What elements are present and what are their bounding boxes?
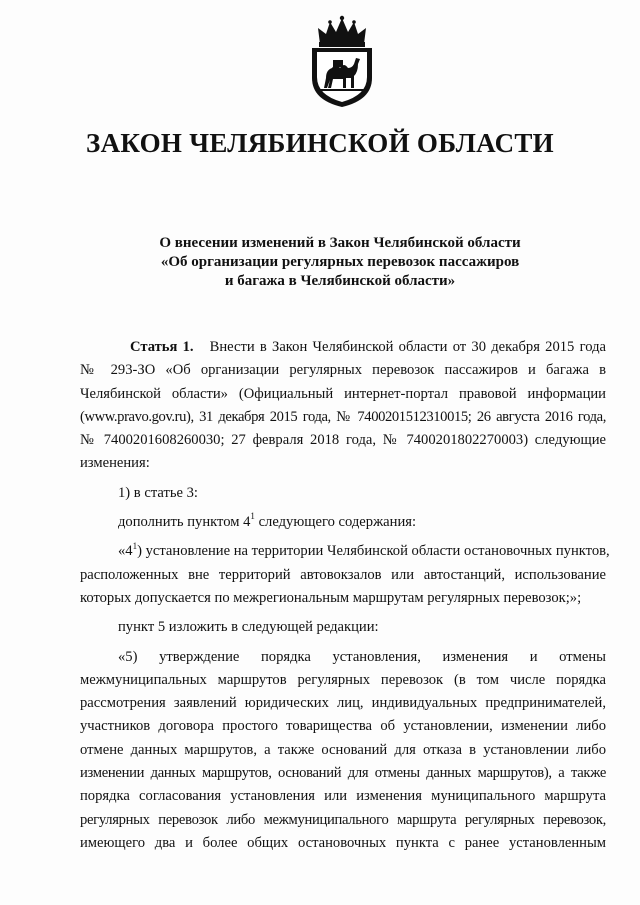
body-line xyxy=(118,511,606,534)
body-line: Челябинской области» (Официальный интернет-портал правовой информации xyxy=(80,385,606,402)
body-word: установления, xyxy=(332,648,421,665)
body-line: имеющего два и более общих остановочных пункта с ранее установленным xyxy=(80,834,606,851)
body-line: которых допускается по межрегиональным маршрутам регулярных перевозок;»; xyxy=(80,589,582,606)
body-line: пункт 5 изложить в следующей редакции: xyxy=(118,619,379,636)
article-label: Статья 1. xyxy=(130,339,194,355)
body-line xyxy=(118,336,606,359)
body-word: утверждение xyxy=(159,648,240,665)
law-subtitle xyxy=(120,234,560,291)
body-line: № 293-ЗО «Об организации регулярных перевозок пассажиров и багажа в xyxy=(80,362,606,379)
body-line: № 7400201608260030; 27 февраля 2018 года, № 7400201802270003) следующие xyxy=(80,432,606,449)
law-title: ЗАКОН ЧЕЛЯБИНСКОЙ ОБЛАСТИ xyxy=(86,128,554,158)
superscript: 1 xyxy=(250,511,255,522)
body-line: порядка согласования установления или изменения муниципального маршрута xyxy=(80,788,606,805)
body-line: межмуниципальных маршрутов регулярных перевозок (в том числе порядка xyxy=(80,671,606,688)
body-text: Внести в Закон Челябинской области от 30 декабря 2015 года xyxy=(209,339,606,355)
body-word: изменения xyxy=(442,648,509,665)
body-line: изменения: xyxy=(80,455,150,472)
body-line: участников договора простого товарищества об установлении, изменении либо xyxy=(80,718,606,735)
body-line xyxy=(118,646,606,669)
body-line: регулярных перевозок либо межмуниципального маршрута регулярных перевозок, xyxy=(80,811,606,828)
body-line: отмене данных маршрутов, а также оснований для отказа в установлении либо xyxy=(80,741,606,758)
body-text: «4 xyxy=(118,543,133,560)
superscript: 1 xyxy=(132,540,138,551)
body-word: и xyxy=(529,648,538,665)
body-text: следующего содержания: xyxy=(254,514,417,531)
body-line: 1) в статье 3: xyxy=(118,484,198,501)
subtitle-line: и багажа в Челябинской области» xyxy=(224,273,456,289)
body-line xyxy=(118,540,610,563)
body-word: «5) xyxy=(118,648,138,665)
body-line: расположенных вне территорий автовокзалов или автостанций, использование xyxy=(80,566,606,583)
subtitle-line: «Об организации регулярных перевозок пассажиров xyxy=(160,254,520,270)
body-word: отмены xyxy=(559,648,606,665)
body-line: рассмотрения заявлений юридических лиц, индивидуальных предпринимателей, xyxy=(80,695,606,712)
law-body xyxy=(80,336,610,855)
subtitle-line: О внесении изменений в Закон Челябинской области xyxy=(159,235,521,251)
body-line: изменении данных маршрутов, оснований для отмены данных маршрутов), а также xyxy=(80,765,606,782)
body-text: дополнить пунктом 4 xyxy=(118,514,251,531)
body-word: порядка xyxy=(261,648,311,665)
body-line: (www.pravo.gov.ru), 31 декабря 2015 года, № 7400201512310015; 26 августа 2016 года, xyxy=(80,408,606,425)
coat-of-arms-icon xyxy=(306,14,378,109)
body-text: ) установление на территории Челябинской области остановочных пунктов, xyxy=(137,543,610,560)
